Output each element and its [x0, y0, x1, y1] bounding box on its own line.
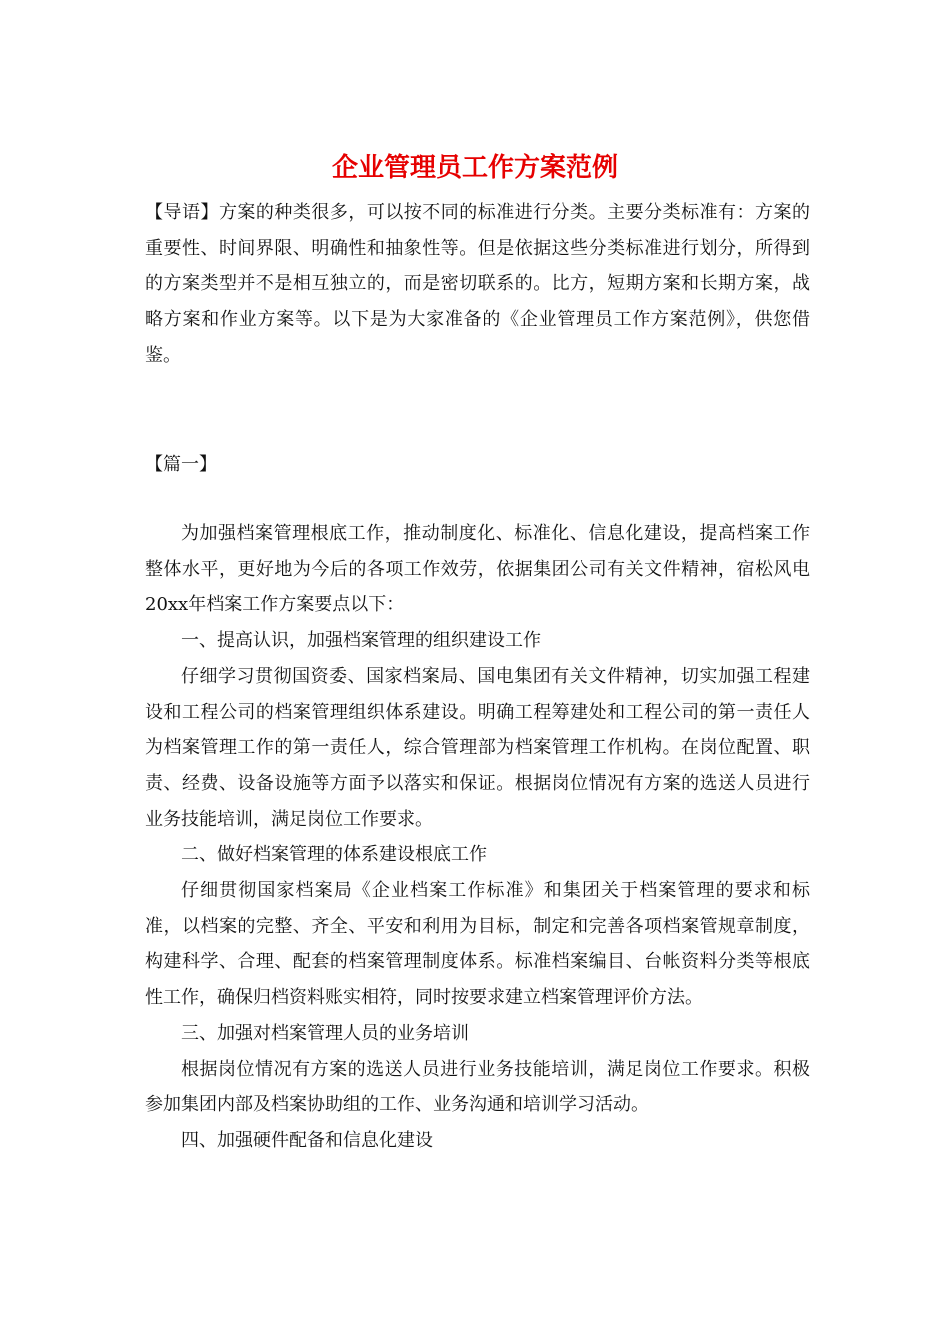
paragraph-2: 仔细贯彻国家档案局《企业档案工作标准》和集团关于档案管理的要求和标准，以档案的完整、齐全、平安和利用为目标，制定和完善各项档案管规章制度，构建科学、合理、配套的档案管理制度体系。标准档案编目、台帐资料分类等根底性工作，确保归档资料账实相符，同时按要求建立档案管理评价方法。	[145, 880, 810, 1009]
section-tag: 【篇一】	[145, 454, 217, 475]
paragraph-3: 根据岗位情况有方案的选送人员进行业务技能培训，满足岗位工作要求。积极参加集团内部及档案协助组的工作、业务沟通和培训学习活动。	[145, 1058, 810, 1116]
body-text	[145, 516, 810, 1159]
section-heading-4: 四、加强硬件配备和信息化建设	[181, 1129, 433, 1151]
section-heading-2: 二、做好档案管理的体系建设根底工作	[181, 844, 487, 866]
paragraph-1: 仔细学习贯彻国资委、国家档案局、国电集团有关文件精神，切实加强工程建设和工程公司的档案管理组织体系建设。明确工程筹建处和工程公司的第一责任人为档案管理工作的第一责任人，综合管理部为档案管理工作机构。在岗位配置、职责、经费、设备设施等方面予以落实和保证。根据岗位情况有方案的选送人员进行业务技能培训，满足岗位工作要求。	[145, 665, 810, 830]
section-heading-1: 一、提高认识，加强档案管理的组织建设工作	[181, 630, 541, 652]
paragraph-intro: 为加强档案管理根底工作，推动制度化、标准化、信息化建设，提高档案工作整体水平，更好地为今后的各项工作效劳，依据集团公司有关文件精神，宿松风电20xx年档案工作方案要点以下：	[145, 523, 810, 616]
section-heading-3: 三、加强对档案管理人员的业务培训	[181, 1022, 469, 1044]
document-title: 企业管理员工作方案范例	[331, 153, 618, 183]
intro-paragraph: 【导语】方案的种类很多，可以按不同的标准进行分类。主要分类标准有：方案的重要性、时间界限、明确性和抽象性等。但是依据这些分类标准进行划分，所得到的方案类型并不是相互独立的，而是密切联系的。比方，短期方案和长期方案，战略方案和作业方案等。以下是为大家准备的《企业管理员工作方案范例》，供您借鉴。	[145, 202, 810, 366]
